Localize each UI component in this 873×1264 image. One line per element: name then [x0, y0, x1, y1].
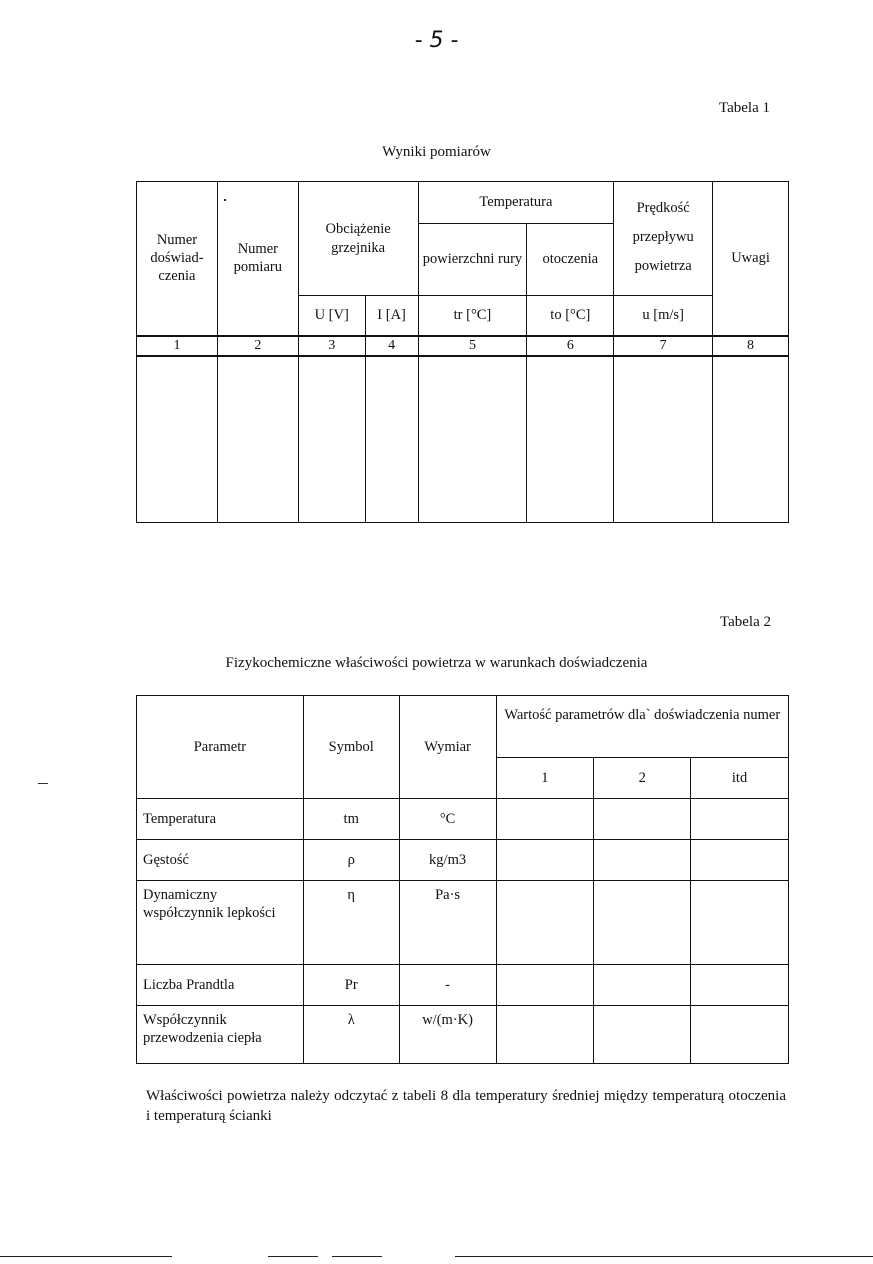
- header-ambient-symbol: to [°C]: [527, 296, 614, 336]
- bottom-rule: [0, 1256, 172, 1257]
- value-cell[interactable]: [691, 799, 789, 840]
- table1-label: Tabela 1: [719, 100, 771, 116]
- value-cell[interactable]: [496, 799, 594, 840]
- header-measurement-number: Numer pomiaru: [217, 182, 298, 336]
- data-cell[interactable]: [713, 356, 789, 523]
- parameter-unit: -: [399, 965, 496, 1006]
- data-cell[interactable]: [217, 356, 298, 523]
- value-cell[interactable]: [496, 881, 594, 965]
- column-number: 4: [365, 336, 418, 356]
- table2-label: Tabela 2: [720, 614, 772, 630]
- footnote: Właściwości powietrza należy odczytać z tabeli 8 dla temperatury średniej między temperaturą otoczenia i temperaturą ścianki: [146, 1088, 786, 1124]
- value-cell[interactable]: [594, 840, 691, 881]
- value-cell[interactable]: [691, 965, 789, 1006]
- column-number: 5: [418, 336, 527, 356]
- data-cell[interactable]: [418, 356, 527, 523]
- value-cell[interactable]: [496, 840, 594, 881]
- value-cell[interactable]: [496, 965, 594, 1006]
- parameter-symbol: tm: [303, 799, 399, 840]
- header-experiment-number: Numer doświad- czenia: [137, 182, 218, 336]
- parameter-unit: kg/m3: [399, 840, 496, 881]
- table2-title: Fizykochemiczne właściwości powietrza w warunkach doświadczenia: [225, 655, 648, 671]
- table-row: [137, 1006, 789, 1064]
- header-pipe-surface-symbol: tr [°C]: [418, 296, 527, 336]
- data-cell[interactable]: [365, 356, 418, 523]
- bottom-rule: [268, 1256, 318, 1257]
- parameter-symbol: η: [303, 881, 399, 965]
- header-remarks: Uwagi: [713, 182, 789, 336]
- value-cell[interactable]: [496, 1006, 594, 1064]
- data-cell[interactable]: [527, 356, 614, 523]
- header-ambient: otoczenia: [527, 224, 614, 296]
- header-voltage: U [V]: [298, 296, 365, 336]
- value-cell[interactable]: [594, 799, 691, 840]
- header-unit: Wymiar: [399, 696, 496, 799]
- parameter-name: Liczba Prandtla: [137, 965, 304, 1006]
- value-cell[interactable]: [691, 840, 789, 881]
- column-number: 3: [298, 336, 365, 356]
- header-temperature: Temperatura: [418, 182, 614, 224]
- table-row: [137, 799, 789, 840]
- column-number: 1: [137, 336, 218, 356]
- data-cell[interactable]: [614, 356, 713, 523]
- header-current: I [A]: [365, 296, 418, 336]
- parameter-symbol: ρ: [303, 840, 399, 881]
- table-row: [137, 881, 789, 965]
- parameter-unit: Pa·s: [399, 881, 496, 965]
- header-experiment-col: itd: [691, 758, 789, 799]
- value-cell[interactable]: [594, 1006, 691, 1064]
- margin-mark: [38, 783, 48, 784]
- parameter-name: Temperatura: [137, 799, 304, 840]
- header-pipe-surface: powierzchni rury: [418, 224, 527, 296]
- measurement-results-table: [136, 181, 789, 523]
- parameter-name: Dynamiczny współczynnik lepkości: [137, 881, 304, 965]
- parameter-unit: °C: [399, 799, 496, 840]
- column-number: 7: [614, 336, 713, 356]
- table1-title: Wyniki pomiarów: [382, 144, 491, 160]
- bottom-rule: [455, 1256, 873, 1257]
- column-number: 2: [217, 336, 298, 356]
- header-experiment-col: 2: [594, 758, 691, 799]
- parameter-unit: w/(m·K): [399, 1006, 496, 1064]
- parameter-name: Gęstość: [137, 840, 304, 881]
- header-air-velocity: Prędkość przepływu powietrza: [614, 182, 713, 296]
- data-cell[interactable]: [298, 356, 365, 523]
- value-cell[interactable]: [691, 881, 789, 965]
- column-number: 6: [527, 336, 614, 356]
- value-cell[interactable]: [594, 881, 691, 965]
- table-row: [137, 965, 789, 1006]
- header-velocity-symbol: u [m/s]: [614, 296, 713, 336]
- header-symbol: Symbol: [303, 696, 399, 799]
- bottom-rule: [332, 1256, 382, 1257]
- value-cell[interactable]: [691, 1006, 789, 1064]
- header-heater-load: Obciążenie grzejnika: [298, 182, 418, 296]
- header-experiment-col: 1: [496, 758, 594, 799]
- air-properties-table: [136, 695, 789, 1064]
- page-number: - 5 -: [414, 28, 459, 53]
- header-values-for-experiment: Wartość parametrów dla` doświadczenia numer: [496, 696, 788, 758]
- table-row: [137, 840, 789, 881]
- data-cell[interactable]: [137, 356, 218, 523]
- parameter-name: Współczynnik przewodzenia ciepła: [137, 1006, 304, 1064]
- parameter-symbol: λ: [303, 1006, 399, 1064]
- column-number: 8: [713, 336, 789, 356]
- value-cell[interactable]: [594, 965, 691, 1006]
- header-parameter: Parametr: [137, 696, 304, 799]
- parameter-symbol: Pr: [303, 965, 399, 1006]
- table-row: [137, 356, 789, 523]
